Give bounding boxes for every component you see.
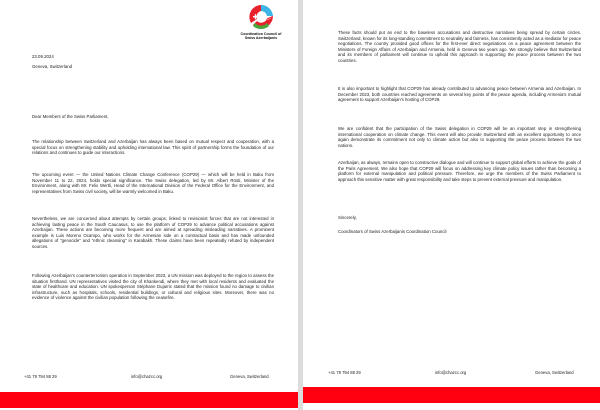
letter-page-2 <box>303 0 600 410</box>
paragraph-8: Azerbaijan, as always, remains open to constructive dialogue and will continue to support global efforts to achieve the goals of the Paris Agreement. We also hope that COP29 will focus on addressing key climate policy issues rather than becoming a platform for external manipulation and political pressure. Therefore, we urge the members of the Swiss Parliament to approach this sensitive matter with great responsibility and take steps to prevent external pressure and manipulation. <box>338 160 581 182</box>
council-emblem-icon <box>248 4 274 30</box>
paragraph-2: The upcoming event — the United Nations Climate Change Conference (COP29) — which will be held in Baku from November 11 to 22, 2024, holds special significance. The Swiss delegation, led by Mr. Albert Rösti, Minister of the Environment, along with Mr. Felix Wertli, Head of the International Division of the Federal Office for the Environment, and representatives from Swiss civil society, will be warmly welcomed in Baku. <box>32 172 274 194</box>
closing: Sincerely, <box>338 215 357 220</box>
footer-phone: +41 79 794 88 29 <box>24 374 57 379</box>
salutation: Dear Members of the Swiss Parliament, <box>32 114 109 119</box>
footer-red-bar <box>303 387 600 403</box>
paragraph-1: The relationship between Switzerland and Azerbaijan has always been based on mutual respect and cooperation, with a special focus on strengthening stability and upholding international law. This spirit of partnership forms the foundation of our relations and continues to guide our interactions. <box>32 139 274 156</box>
letter-page-1 <box>0 0 298 410</box>
footer-red-bar <box>0 392 298 408</box>
letter-date: 23.09.2024 <box>32 54 54 59</box>
paragraph-6: It is also important to highlight that COP29 has already contributed to advancing peace between Armenia and Azerbaijan. In December 2023, both countries reached agreements on several key points of the peace agenda, including Armenia's mutual agreement to support Azerbaijan's hosting of COP29. <box>338 86 581 103</box>
paragraph-4: Following Azerbaijan's counterterrorism operation in September 2023, a UN mission was deployed to the region to assess the situation firsthand. UN representatives visited the city of Khankendi, where they met with local residents and evaluated the state of healthcare and education. UN spokesperson Stéphane Dujarric stated that the mission found no damage to civilian infrastructure, such as hospitals, schools, residential buildings, or cultural and religious sites. Moreover, there was no evidence of violence against the civilian population following the ceasefire. <box>32 273 274 301</box>
paragraph-7: We are confident that the participation of the Swiss delegation in COP29 will be an important step in strengthening international cooperation on climate change. This event will also provide Switzerland with an excellent opportunity to once again demonstrate its commitment not only to climate action but also to supporting the peace process between the two nations. <box>338 126 581 148</box>
paragraph-5: These facts should put an end to the baseless accusations and destructive narratives being spread by certain circles. Switzerland, known for its long-standing commitment to neutrality and fairness, has consistently acted as a mediator for peace negotiations. The country provided good offices for the first-ever direct negotiations on a peace agreement between the Ministers of Foreign Affairs of Azerbaijan and Armenia, held in Geneva two years ago. We strongly believe that Switzerland and its members of parliament will continue to uphold this approach in supporting the peace process between the two countries. <box>338 30 581 63</box>
svg-text:C*: C* <box>266 16 271 21</box>
organization-name: Coordination Council of Swiss Azerbaijanis <box>240 32 282 41</box>
organization-logo <box>235 4 287 41</box>
footer-email[interactable]: info@chazcc.org <box>435 370 467 375</box>
letter-place: Geneva, Switzerland <box>32 64 73 69</box>
footer-email[interactable]: info@chazcc.org <box>131 374 163 379</box>
footer-location: Geneva, Switzerland <box>535 370 574 375</box>
signature: Coordinators of Swiss Azerbaijanis Coordination Council <box>338 229 447 234</box>
paragraph-3: Nevertheless, we are concerned about attempts by certain groups, linked to revisionist forces that are not interested in achieving lasting peace in the South Caucasus, to use the platform of COP29 to advance political accusations against Azerbaijan. These actions are becoming more frequent and are aimed at spreading misleading narratives. A prominent example is Luis Moreno Ocampo, who works for the Armenian side on a contractual basis and has made unfounded allegations of "genocide" and "ethnic cleansing" in Karabakh. These claims have been repeatedly refuted by independent sources. <box>32 216 274 249</box>
footer-phone: +41 79 794 88 29 <box>328 370 361 375</box>
footer-location: Geneva, Switzerland <box>230 374 269 379</box>
